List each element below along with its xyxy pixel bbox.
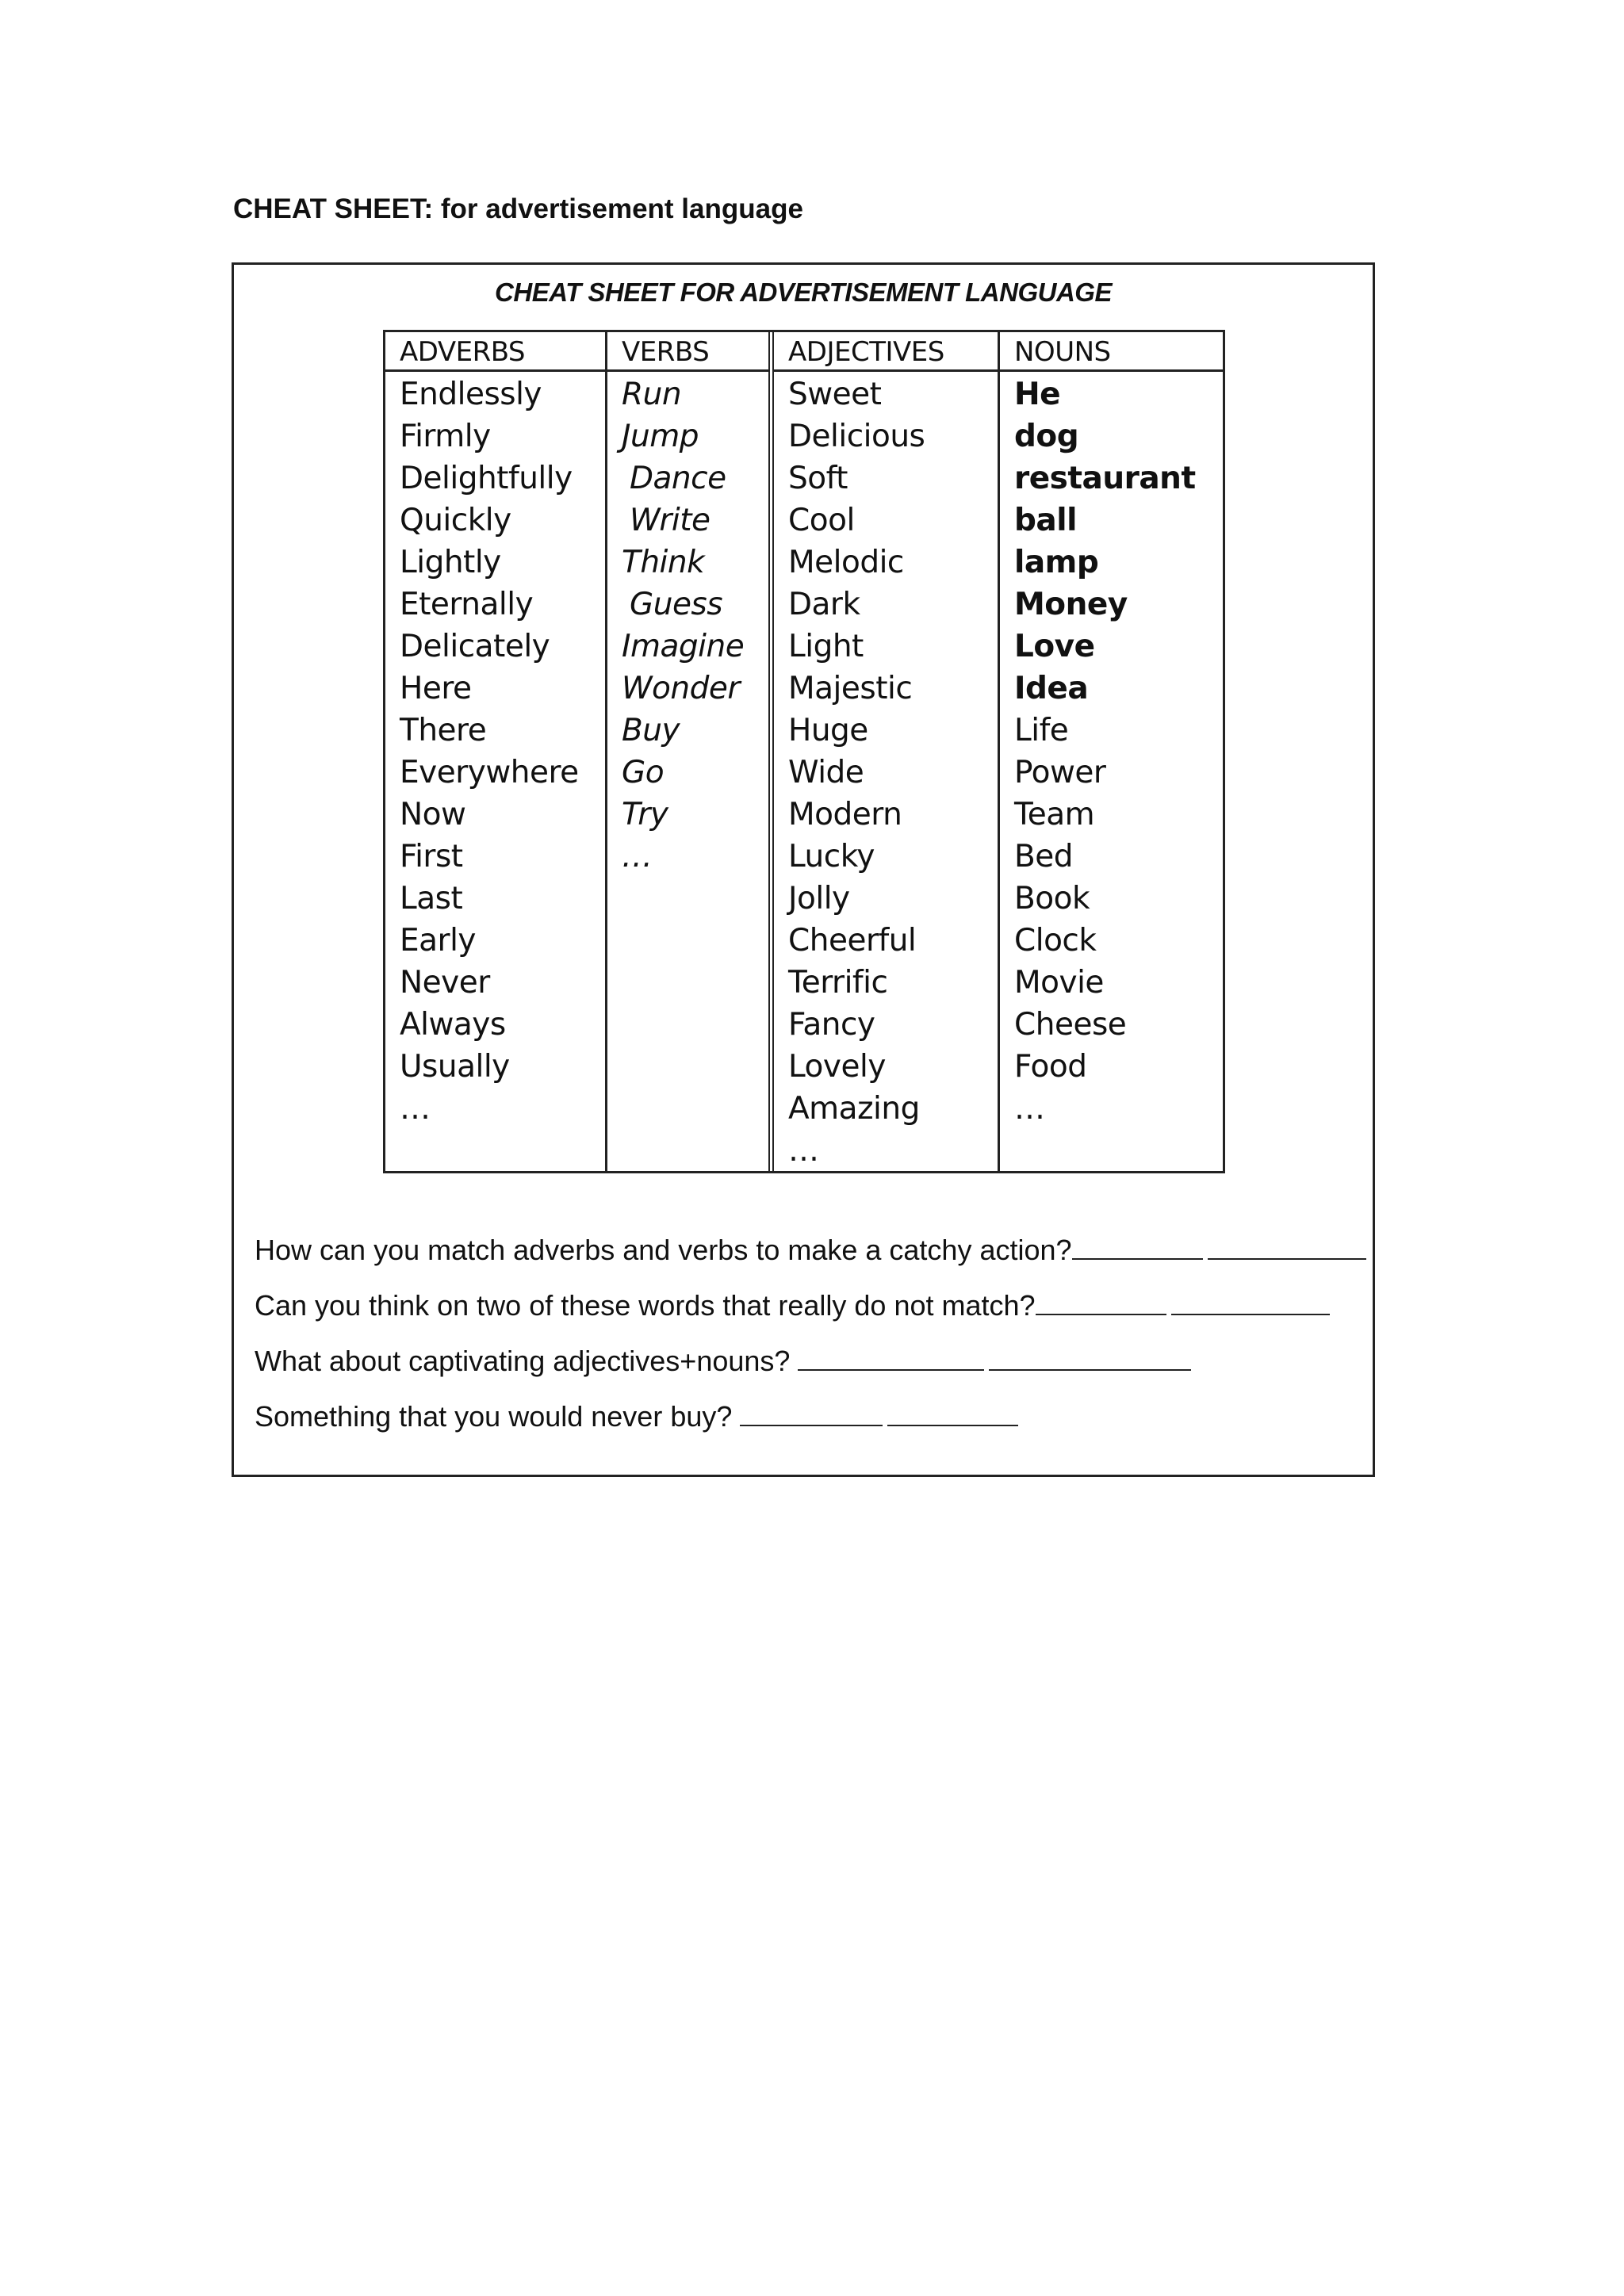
question-text: Something that you would never buy?: [255, 1400, 733, 1433]
list-item: Jump: [622, 419, 699, 454]
list-item: Sweet: [788, 377, 882, 412]
list-item: Power: [1014, 755, 1106, 790]
list-item: restaurant: [1014, 461, 1196, 496]
column-header-verbs: VERBS: [607, 332, 768, 372]
list-item: Buy: [622, 713, 680, 748]
list-item: Try: [622, 797, 668, 832]
page-heading: CHEAT SHEET: for advertisement language: [233, 193, 803, 224]
list-item: Team: [1014, 797, 1095, 832]
list-item: …: [622, 839, 653, 874]
list-item: Delicately: [400, 629, 550, 664]
list-item: Cool: [788, 503, 855, 538]
list-item: Bed: [1014, 839, 1074, 874]
list-item: dog: [1014, 419, 1079, 454]
list-item: Idea: [1014, 671, 1089, 706]
column-header-nouns: NOUNS: [1000, 332, 1223, 372]
list-item: Life: [1014, 713, 1069, 748]
list-item: Usually: [400, 1049, 510, 1085]
nouns-list: [1000, 372, 1223, 1130]
list-item: Amazing: [788, 1091, 920, 1127]
list-item: Go: [622, 755, 665, 790]
list-item: First: [400, 839, 463, 874]
column-adjectives: [774, 332, 1000, 1171]
list-item: Movie: [1014, 965, 1104, 1001]
answer-blank[interactable]: [1036, 1290, 1166, 1315]
list-item: Endlessly: [400, 377, 542, 412]
answer-blank[interactable]: [1208, 1234, 1366, 1260]
column-adverbs: [385, 332, 607, 1171]
cheat-sheet-box: [232, 262, 1375, 1477]
list-item: Last: [400, 881, 463, 916]
list-item: Lucky: [788, 839, 875, 874]
list-item: Imagine: [622, 629, 745, 664]
list-item: Wide: [788, 755, 864, 790]
list-item: Clock: [1014, 923, 1097, 959]
list-item: …: [788, 1133, 819, 1169]
list-item: Early: [400, 923, 476, 959]
list-item: Quickly: [400, 503, 511, 538]
question-4: [255, 1389, 1365, 1445]
list-item: Lightly: [400, 545, 501, 580]
list-item: Love: [1014, 629, 1095, 664]
list-item: Cheese: [1014, 1007, 1127, 1043]
list-item: Everywhere: [400, 755, 579, 790]
question-3: [255, 1334, 1365, 1389]
list-item: …: [400, 1091, 431, 1127]
list-item: Lovely: [788, 1049, 886, 1085]
list-item: Book: [1014, 881, 1090, 916]
list-item: Dance: [630, 461, 726, 496]
list-item: Terrific: [788, 965, 888, 1001]
list-item: Melodic: [788, 545, 904, 580]
list-item: Delicious: [788, 419, 925, 454]
list-item: Jolly: [788, 881, 850, 916]
list-item: Firmly: [400, 419, 491, 454]
answer-blank[interactable]: [1171, 1290, 1330, 1315]
list-item: There: [400, 713, 487, 748]
column-header-adverbs: ADVERBS: [385, 332, 605, 372]
list-item: He: [1014, 377, 1061, 412]
answer-blank[interactable]: [798, 1345, 984, 1371]
adjectives-list: [774, 372, 998, 1172]
list-item: Huge: [788, 713, 868, 748]
list-item: Delightfully: [400, 461, 573, 496]
list-item: Always: [400, 1007, 506, 1043]
list-item: ball: [1014, 503, 1077, 538]
list-item: Now: [400, 797, 466, 832]
column-header-adjectives: ADJECTIVES: [774, 332, 998, 372]
column-nouns: [1000, 332, 1223, 1171]
column-verbs: [607, 332, 774, 1171]
answer-blank[interactable]: [989, 1345, 1191, 1371]
verbs-list: [607, 372, 768, 878]
list-item: Run: [622, 377, 682, 412]
answer-blank[interactable]: [887, 1401, 1018, 1426]
box-title: CHEAT SHEET FOR ADVERTISEMENT LANGUAGE: [495, 277, 1112, 307]
answer-blank[interactable]: [740, 1401, 883, 1426]
question-text: Can you think on two of these words that really do not match?: [255, 1289, 1036, 1322]
list-item: Eternally: [400, 587, 534, 622]
questions-section: [255, 1223, 1365, 1445]
question-text: How can you match adverbs and verbs to make a catchy action?: [255, 1234, 1072, 1266]
list-item: Fancy: [788, 1007, 875, 1043]
list-item: Majestic: [788, 671, 913, 706]
question-2: [255, 1278, 1365, 1334]
list-item: Write: [630, 503, 710, 538]
adverbs-list: [385, 372, 605, 1130]
question-text: What about captivating adjectives+nouns?: [255, 1345, 791, 1377]
list-item: Cheerful: [788, 923, 917, 959]
list-item: Money: [1014, 587, 1128, 622]
list-item: Never: [400, 965, 490, 1001]
list-item: Guess: [630, 587, 723, 622]
list-item: Light: [788, 629, 864, 664]
list-item: Modern: [788, 797, 902, 832]
question-1: [255, 1223, 1365, 1278]
word-table: [383, 330, 1225, 1173]
list-item: Here: [400, 671, 472, 706]
list-item: Dark: [788, 587, 860, 622]
list-item: …: [1014, 1091, 1045, 1127]
answer-blank[interactable]: [1072, 1234, 1203, 1260]
list-item: Wonder: [622, 671, 740, 706]
list-item: Soft: [788, 461, 848, 496]
list-item: Think: [622, 545, 705, 580]
list-item: lamp: [1014, 545, 1099, 580]
list-item: Food: [1014, 1049, 1087, 1085]
